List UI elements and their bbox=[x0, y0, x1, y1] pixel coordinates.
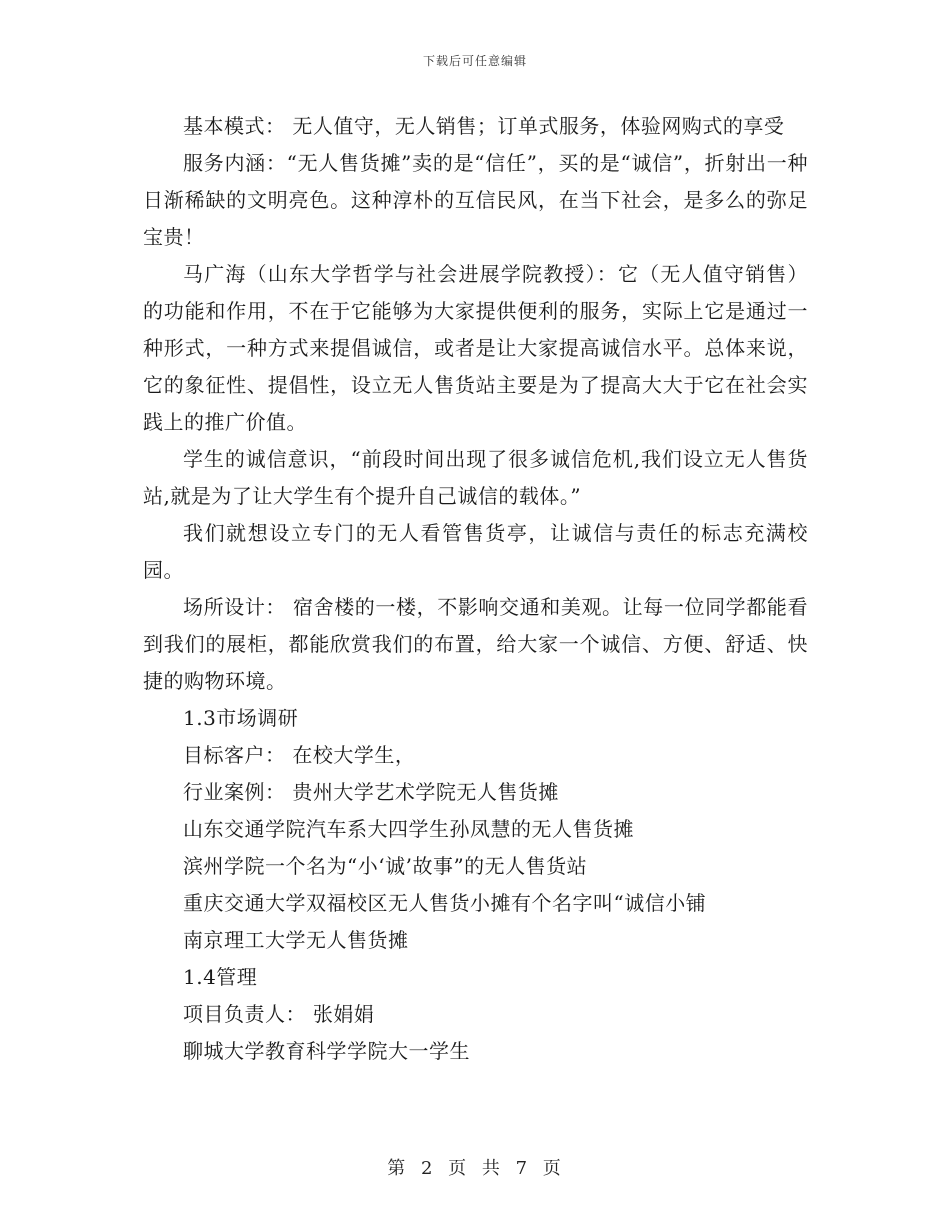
section-heading-management: 1.4管理 bbox=[183, 965, 258, 989]
paragraph-student-integrity: 学生的诚信意识，“前段时间出现了很多诚信危机,我们设立无人售货站,就是为了让大学生有个提升自己诚信的载体。” bbox=[143, 447, 808, 508]
document-body bbox=[143, 108, 808, 1070]
list-item-case-binzhou: 滨州学院一个名为“小‘诚’故事”的无人售货站 bbox=[183, 854, 588, 878]
paragraph-basic-mode: 基本模式： 无人值守，无人销售；订单式服务，体验网购式的享受 bbox=[183, 114, 785, 138]
list-item-case-shandong: 山东交通学院汽车系大四学生孙凤慧的无人售货摊 bbox=[183, 817, 634, 841]
section-heading-market-research: 1.3市场调研 bbox=[183, 706, 299, 730]
paragraph-kiosk-idea: 我们就想设立专门的无人看管售货亭，让诚信与责任的标志充满校园。 bbox=[143, 521, 808, 582]
paragraph-service-meaning: 服务内涵：“无人售货摊”卖的是“信任”，买的是“诚信”，折射出一种日渐稀缺的文明亮色。这种淳朴的互信民风，在当下社会，是多么的弥足宝贵！ bbox=[143, 151, 808, 249]
list-item-industry-case: 行业案例： 贵州大学艺术学院无人售货摊 bbox=[183, 780, 559, 804]
list-item-project-lead: 项目负责人： 张娟娟 bbox=[183, 1002, 375, 1026]
paragraph-expert-quote: 马广海（山东大学哲学与社会进展学院教授）：它（无人值守销售）的功能和作用，不在于它能够为大家提供便利的服务，实际上它是通过一种形式，一种方式来提倡诚信，或者是让大家提高诚信水平。总体来说，它的象征性、提倡性，设立无人售货站主要是为了提高大大于它在社会实践上的推广价值。 bbox=[143, 262, 808, 434]
list-item-case-nanjing: 南京理工大学无人售货摊 bbox=[183, 928, 409, 952]
paragraph-site-design: 场所设计： 宿舍楼的一楼，不影响交通和美观。让每一位同学都能看到我们的展柜，都能欣赏我们的布置，给大家一个诚信、方便、舒适、快捷的购物环境。 bbox=[143, 595, 808, 693]
list-item-case-chongqing: 重庆交通大学双福校区无人售货小摊有个名字叫“诚信小铺 bbox=[183, 891, 707, 915]
list-item-target-customers: 目标客户： 在校大学生， bbox=[183, 743, 416, 767]
page-header: 下载后可任意编辑 bbox=[422, 54, 527, 68]
page-footer: 第 2 页 共 7 页 bbox=[387, 1158, 563, 1179]
list-item-lead-affiliation: 聊城大学教育科学学院大一学生 bbox=[183, 1039, 470, 1063]
